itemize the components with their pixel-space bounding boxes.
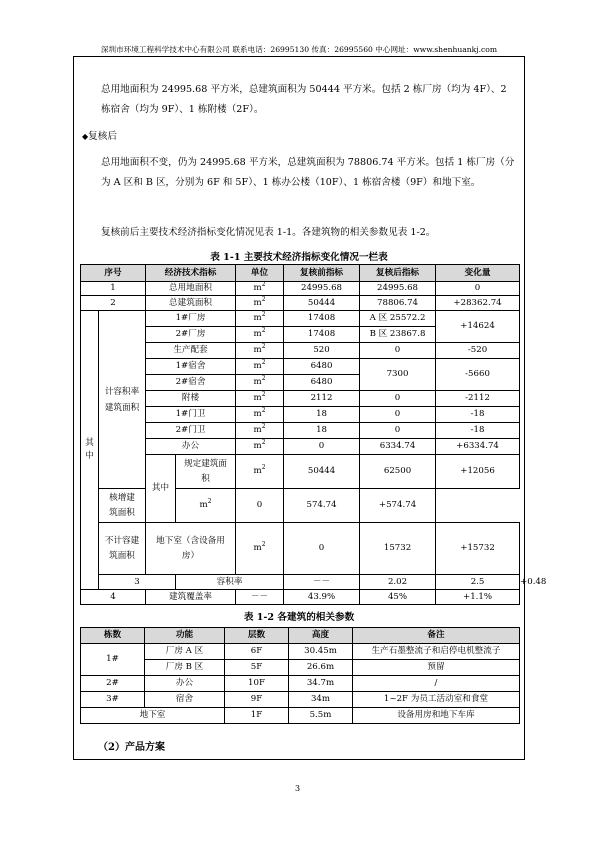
table-row <box>81 343 520 359</box>
cell: 17408 <box>284 327 360 343</box>
cell: +14624 <box>436 311 520 343</box>
unit-sup: 2 <box>261 407 266 415</box>
table-row <box>81 660 520 676</box>
cell: +1.1% <box>436 590 520 605</box>
cell: 10F <box>225 676 289 692</box>
unit-cell <box>236 391 284 407</box>
cell: 45% <box>360 590 436 605</box>
cell: 0 <box>360 343 436 359</box>
unit: m <box>253 345 262 355</box>
cell: 34m <box>289 692 353 708</box>
table-row <box>81 282 520 296</box>
cell: 574.74 <box>284 489 360 523</box>
paragraph-before-review <box>82 80 519 119</box>
group-label: 其中 <box>81 311 99 590</box>
cell: / <box>353 676 520 692</box>
cell: 2.5 <box>436 575 520 590</box>
cell: 0 <box>436 282 520 296</box>
unit-sup: 2 <box>261 375 266 383</box>
unit-sup: 2 <box>261 541 266 549</box>
unit-cell <box>236 343 284 359</box>
unit-sup: 2 <box>261 327 266 335</box>
cell: 6480 <box>284 375 360 391</box>
unit: m <box>253 425 262 435</box>
cell: 34.7m <box>289 676 353 692</box>
col-header: 单位 <box>236 265 284 282</box>
cell: 2#宿舍 <box>146 375 236 391</box>
table-row <box>81 590 520 605</box>
cell: -2112 <box>436 391 520 407</box>
cell: 3# <box>81 692 145 708</box>
cell: 6480 <box>284 359 360 375</box>
table-row <box>81 423 520 439</box>
cell: 4 <box>81 590 146 605</box>
unit-cell <box>236 439 284 455</box>
cell: 0 <box>360 423 436 439</box>
unit: m <box>253 409 262 419</box>
cell: +28362.74 <box>436 296 520 311</box>
table-row <box>81 523 520 575</box>
cell: 生产石墨整流子和启停电机整流子 <box>353 644 520 660</box>
table-row <box>81 311 520 327</box>
page-header: 深圳市环境工程科学技术中心有限公司 联系电话：26995130 传真：26995560 中心网址：www.shenhuankj.com <box>100 45 498 54</box>
cell: 2112 <box>284 391 360 407</box>
unit-sup: 2 <box>261 391 266 399</box>
cell: A 区 25572.2 <box>360 311 436 327</box>
unit: m <box>253 393 262 403</box>
table2-caption: 表 1-2 各建筑的相关参数 <box>243 612 355 623</box>
cell: －－ <box>284 575 360 590</box>
unit-cell <box>236 359 284 375</box>
page-number: 3 <box>294 784 301 793</box>
unit-cell <box>236 375 284 391</box>
cell: 预留 <box>353 660 520 676</box>
unit-sup: 2 <box>261 439 266 447</box>
paragraph-text: 复核前后主要技术经济指标变化情况见表 1-1。各建筑物的相关参数见表 1-2。 <box>101 227 436 238</box>
table-row <box>81 359 520 375</box>
unit: m <box>253 329 262 339</box>
table-row <box>81 439 520 455</box>
cell: 30.45m <box>289 644 353 660</box>
cell: 2# <box>81 676 145 692</box>
cell: 1~2F 为员工活动室和食堂 <box>353 692 520 708</box>
cell: 宿舍 <box>145 692 225 708</box>
cell: +6334.74 <box>436 439 520 455</box>
cell: 建筑覆盖率 <box>146 590 236 605</box>
cell: 1#门卫 <box>146 407 236 423</box>
cell: 7300 <box>360 359 436 391</box>
col-header: 栋数 <box>81 628 145 644</box>
cell: 规定建筑面积 <box>176 455 236 489</box>
cell: 容积率 <box>176 575 284 590</box>
paragraph-text: 总用地面积为 24995.68 平方米，总建筑面积为 50444 平方米。包括 2 栋厂房（均为 4F）、2 栋宿舍（均为 9F）、1 栋附楼（2F）。 <box>101 84 507 115</box>
col-header: 经济技术指标 <box>146 265 236 282</box>
cell: +574.74 <box>360 489 436 523</box>
table-row <box>81 692 520 708</box>
cell: 地下室 <box>81 708 225 724</box>
bullet-after-review <box>82 127 519 147</box>
cell: 1F <box>225 708 289 724</box>
cell: 0 <box>284 523 360 575</box>
unit: m <box>199 500 208 510</box>
cell: 0 <box>360 391 436 407</box>
cell: 2.02 <box>360 575 436 590</box>
table1-caption: 表 1-1 主要技术经济指标变化情况一栏表 <box>210 252 388 263</box>
cell: 6F <box>225 644 289 660</box>
cell: 1# <box>81 644 145 676</box>
unit: m <box>253 361 262 371</box>
unit-sup: 2 <box>261 464 266 472</box>
table-row <box>81 391 520 407</box>
unit-cell <box>236 523 284 575</box>
unit-sup: 2 <box>261 343 266 351</box>
paragraph-text: 总用地面积不变，仍为 24995.68 平方米，总建筑面积为 78806.74 平方米。包括 1 栋厂房（分为 A 区和 B 区，分别为 6F 和 5F）、1 栋办公楼（10F）、1 栋宿舍楼（9F）和地下室。 <box>101 157 515 188</box>
cell: 78806.74 <box>360 296 436 311</box>
col-header: 变化量 <box>436 265 520 282</box>
unit-cell <box>236 282 284 296</box>
cell: -18 <box>436 407 520 423</box>
unit-sup: 2 <box>207 498 212 506</box>
unit-sup: 2 <box>261 311 266 319</box>
cell: 5.5m <box>289 708 353 724</box>
cell: 总用地面积 <box>146 282 236 296</box>
cell: 17408 <box>284 311 360 327</box>
paragraph-after-review <box>82 153 519 192</box>
cell: 3 <box>99 575 176 590</box>
cell: 6334.74 <box>360 439 436 455</box>
cell: 50444 <box>284 296 360 311</box>
cell: 0 <box>284 439 360 455</box>
cell: -5660 <box>436 359 520 391</box>
unit-sup: 2 <box>261 295 266 303</box>
cell: -520 <box>436 343 520 359</box>
table-row <box>81 296 520 311</box>
cell: 26.6m <box>289 660 353 676</box>
cell: 办公 <box>146 439 236 455</box>
unit-sup: 2 <box>261 359 266 367</box>
cell: 9F <box>225 692 289 708</box>
diamond-bullet-icon: ◆ <box>82 132 89 141</box>
cell: －－ <box>236 590 284 605</box>
table-row <box>81 644 520 660</box>
unit-cell <box>176 489 236 523</box>
cell: 15732 <box>360 523 436 575</box>
cell: 厂房 B 区 <box>145 660 225 676</box>
table-row <box>81 455 520 489</box>
table-1-2 <box>80 627 520 724</box>
unit-sup: 2 <box>261 423 266 431</box>
bullet-text: 复核后 <box>88 131 117 142</box>
table-header-row <box>81 628 520 644</box>
cell: 2#门卫 <box>146 423 236 439</box>
cell: 24995.68 <box>360 282 436 296</box>
cell: 厂房 A 区 <box>145 644 225 660</box>
cell: 62500 <box>360 455 436 489</box>
col-header: 备注 <box>353 628 520 644</box>
col-header: 层数 <box>225 628 289 644</box>
group-label: 计容积率建筑面积 <box>99 311 146 489</box>
unit-cell <box>236 311 284 327</box>
col-header: 序号 <box>81 265 146 282</box>
col-header: 功能 <box>145 628 225 644</box>
cell: 办公 <box>145 676 225 692</box>
unit: m <box>253 466 262 476</box>
unit-cell <box>236 327 284 343</box>
unit-cell <box>236 296 284 311</box>
cell: 520 <box>284 343 360 359</box>
unit: m <box>253 543 262 553</box>
unit-cell <box>236 423 284 439</box>
cell: 生产配套 <box>146 343 236 359</box>
unit: m <box>253 377 262 387</box>
group-label: 其中 <box>146 455 176 523</box>
cell: 总建筑面积 <box>146 296 236 311</box>
col-header: 复核后指标 <box>360 265 436 282</box>
cell: 2 <box>81 296 146 311</box>
cell: 0 <box>236 489 284 523</box>
cell: 2#厂房 <box>146 327 236 343</box>
cell: 设备用房和地下车库 <box>353 708 520 724</box>
unit-cell <box>236 455 284 489</box>
unit: m <box>253 313 262 323</box>
cell: 5F <box>225 660 289 676</box>
group-label: 不计容建筑面积 <box>99 523 146 575</box>
table-row: 3 容积率 －－ 2.02 2.5 +0.48 <box>81 575 520 590</box>
cell: +12056 <box>436 455 520 489</box>
cell: 地下室（含设备用房） <box>146 523 236 575</box>
section-heading: （2）产品方案 <box>98 742 165 753</box>
cell: 18 <box>284 423 360 439</box>
table-row <box>81 407 520 423</box>
col-header: 复核前指标 <box>284 265 360 282</box>
cell: 0 <box>360 407 436 423</box>
unit-cell <box>236 407 284 423</box>
table-header-row <box>81 265 520 282</box>
paragraph-table-reference <box>82 223 519 243</box>
cell: 核增建筑面积 <box>99 489 146 523</box>
table-row <box>81 676 520 692</box>
cell: 18 <box>284 407 360 423</box>
cell: 50444 <box>284 455 360 489</box>
cell: -18 <box>436 423 520 439</box>
cell: +15732 <box>436 523 520 575</box>
cell: 43.9% <box>284 590 360 605</box>
unit: m <box>253 441 262 451</box>
cell: 1 <box>81 282 146 296</box>
unit-sup: 2 <box>261 281 266 289</box>
table-1-1 <box>80 264 547 605</box>
col-header: 高度 <box>289 628 353 644</box>
cell: 24995.68 <box>284 282 360 296</box>
cell: 1#厂房 <box>146 311 236 327</box>
unit: m <box>253 297 262 308</box>
cell: 1#宿舍 <box>146 359 236 375</box>
table-row <box>81 708 520 724</box>
cell: B 区 23867.8 <box>360 327 436 343</box>
cell: 附楼 <box>146 391 236 407</box>
unit: m <box>253 283 262 293</box>
